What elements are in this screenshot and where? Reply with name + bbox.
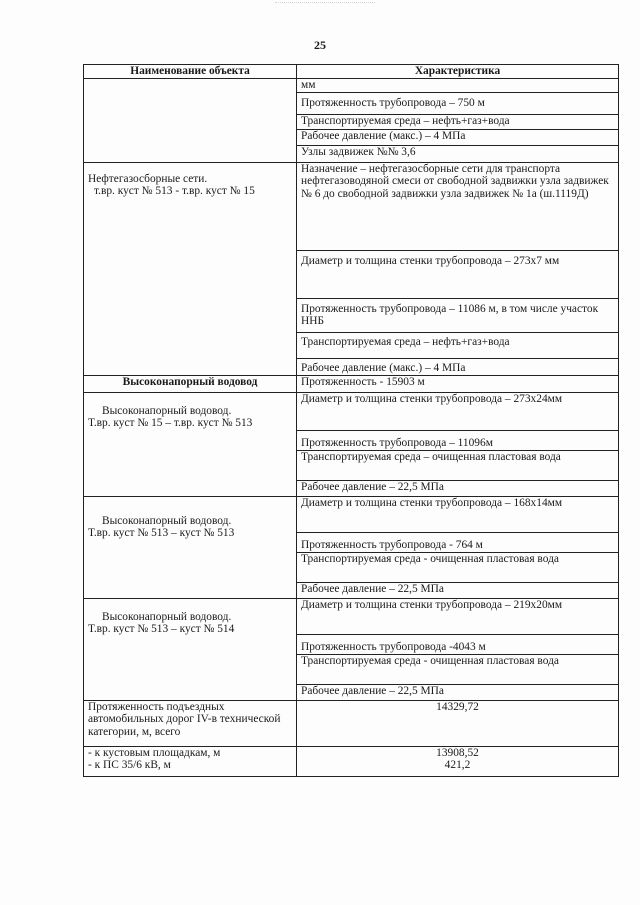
roads-detail-label-substation: - к ПС 35/6 кВ, м [88,759,171,772]
roads-detail-labels [84,746,297,776]
characteristic-cell: Рабочее давление – 22,5 МПа [297,480,619,496]
table-row [84,746,619,776]
object-cell [84,598,297,700]
header-object: Наименование объекта [84,65,297,79]
object-cell-empty [84,79,297,163]
characteristic-cell: Транспортируемая среда – очищенная пластовая вода [297,450,619,480]
characteristic-cell: Диаметр и толщина стенки трубопровода – 273х7 мм [297,250,619,298]
characteristic-cell: Транспортируемая среда - очищенная пластовая вода [297,552,619,582]
characteristic-cell: Протяженность трубопровода – 11096м [297,430,619,450]
characteristic-cell: Рабочее давление – 22,5 МПа [297,684,619,700]
characteristic-cell: Протяженность трубопровода – 750 м [297,92,619,114]
characteristic-cell: Протяженность - 15903 м [297,375,619,392]
scan-artifact [275,2,375,7]
characteristic-cell: Рабочее давление (макс.) – 4 МПа [297,129,619,145]
object-route: Т.вр. куст № 513 – куст № 513 [88,527,235,540]
characteristic-cell: Протяженность трубопровода -4043 м [297,634,619,654]
table-row [84,598,619,634]
roads-label: Протяженность подъездных автомобильных дорог IV-в технической категории, м, всего [84,700,297,746]
object-cell-bold: Высоконапорный водовод [84,375,297,392]
table-row [84,392,619,430]
roads-detail-values [297,746,619,776]
characteristic-cell: Протяженность трубопровода – 11086 м, в том числе участок ННБ [297,298,619,332]
object-cell [84,496,297,598]
characteristic-cell: Диаметр и толщина стенки трубопровода – 219х20мм [297,598,619,634]
characteristic-cell: Узлы задвижек №№ 3,6 [297,145,619,162]
characteristic-cell: Протяженность трубопровода - 764 м [297,532,619,552]
object-cell [84,162,297,375]
object-route: т.вр. куст № 513 - т.вр. куст № 15 [94,185,255,198]
characteristics-table [83,64,619,777]
table-header-row [84,65,619,79]
roads-value: 14329,72 [297,700,619,746]
characteristic-cell: Назначение – нефтегазосборные сети для транспорта нефтегазоводяной смеси от свободной задвижки узла задвижек № 6 до свободной задвижки узла задвижек № 1а (ш.1119Д) [297,162,619,250]
object-name: Высоконапорный водовод. [102,610,232,623]
characteristic-cell: мм [297,79,619,93]
roads-detail-label-pads: - к кустовым площадкам, м [88,746,221,759]
table-row [84,162,619,250]
table-row [84,700,619,746]
roads-detail-value-pads: 13908,52 [436,746,479,759]
object-name: Высоконапорный водовод. [102,514,232,527]
characteristic-cell: Транспортируемая среда – нефть+газ+вода [297,114,619,129]
page-number: 25 [314,38,326,52]
object-route: Т.вр. куст № 513 – куст № 514 [88,623,235,636]
object-name: Высоконапорный водовод. [102,404,232,417]
table-row [84,79,619,93]
object-name: Нефтегазосборные сети. [88,172,208,185]
roads-detail-value-substation: 421,2 [444,759,471,772]
table-row [84,496,619,532]
characteristic-cell: Транспортируемая среда – нефть+газ+вода [297,332,619,358]
characteristic-cell: Диаметр и толщина стенки трубопровода – 168х14мм [297,496,619,532]
object-route: Т.вр. куст № 15 – т.вр. куст № 513 [88,417,253,430]
characteristic-cell: Рабочее давление – 22,5 МПа [297,582,619,598]
characteristic-cell: Диаметр и толщина стенки трубопровода – 273х24мм [297,392,619,430]
object-cell [84,392,297,496]
table-row [84,375,619,392]
characteristic-cell: Транспортируемая среда - очищенная пластовая вода [297,654,619,684]
header-characteristic: Характеристика [297,65,619,79]
characteristic-cell: Рабочее давление (макс.) – 4 МПа [297,358,619,375]
